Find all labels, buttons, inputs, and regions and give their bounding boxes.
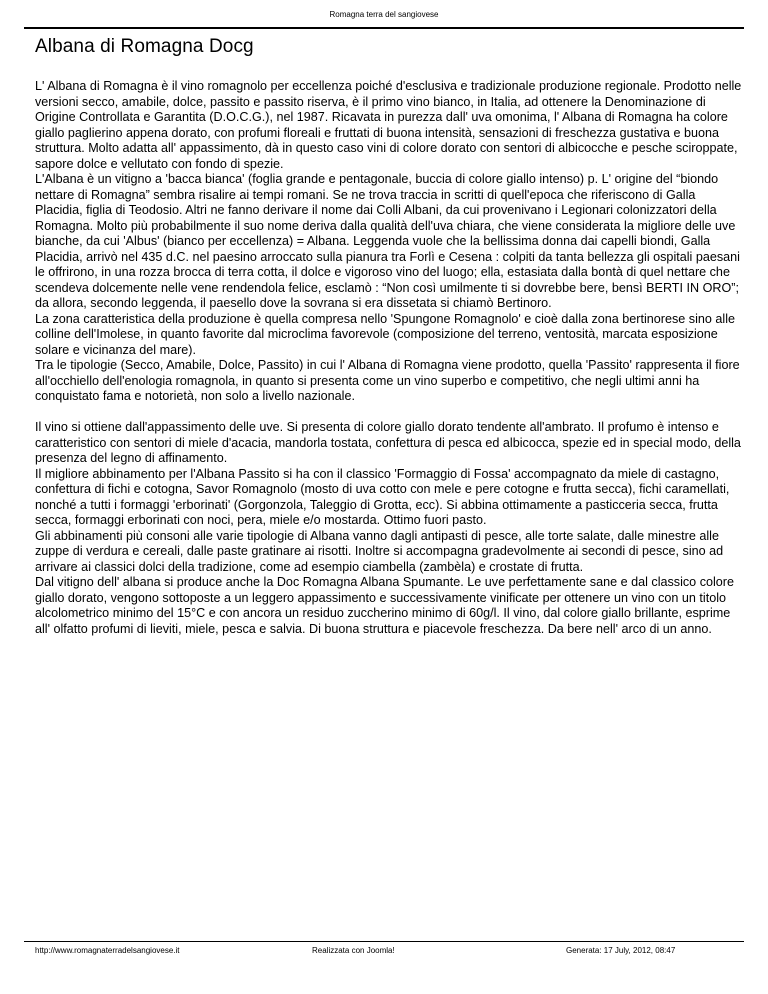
footer-generated-date: Generata: 17 July, 2012, 08:47	[566, 946, 676, 955]
site-header: Romagna terra del sangiovese	[329, 10, 439, 19]
article-paragraph: La zona caratteristica della produzione è quella compresa nello 'Spungone Romagnolo' e cioè dalla zona bertinorese sino alle colline dell'Imolese, in quanto favorite dal microclima favorevole (composizione del terreno, ventosità, marcata esposizione solare e vicinanza del mare).	[35, 311, 736, 357]
article-paragraph: Dal vitigno dell' albana si produce anche la Doc Romagna Albana Spumante. Le uve perfettamente sane e dal classico colore giallo dorato, vengono sottoposte a un leggero appassimento e successivamente vinificate per ottenere un vino con un titolo alcolometrico minimo del 15°C e con ancora un residuo zuccherino minimo di 60g/l. Il vino, dal colore giallo brillante, esprime all' olfatto profumi di lieviti, miele, pesca e salvia. Di buona struttura e piacevole freschezza. Da bere nell' arco di un anno.	[35, 575, 734, 636]
article-paragraph: L' Albana di Romagna è il vino romagnolo per eccellenza poiché d'esclusiva e tradizionale produzione regionale. Prodotto nelle versioni secco, amabile, dolce, passito e passito riserva, è il primo vino bianco, in Italia, ad ottenere la Denominazione di Origine Controllata e Garantita (D.O.C.G.), nel 1987. Ricavata in purezza dall' uva omonima, l' Albana di Romagna ha colore giallo paglierino appena dorato, con profumi floreali e fruttati di buona intensità, sensazioni di freschezza gustativa e buona struttura. Molto adatta all' appassimento, dà in questo caso vini di colore dorato con sentori di albicocche e pesche sciroppate, sapore dolce e vellutato con fondo di spezie.	[35, 79, 742, 171]
article-body	[35, 79, 745, 637]
footer-site-url: http://www.romagnaterradelsangiovese.it	[35, 946, 180, 955]
article-paragraph: Tra le tipologie (Secco, Amabile, Dolce, Passito) in cui l' Albana di Romagna viene prodotto, quella 'Passito' rappresenta il fiore all'occhiello dell'enologia romagnola, in quanto si presenta come un vino superbo e competitivo, che negli ultimi anni ha conquistato fama e notorietà, non solo a livello nazionale.	[35, 358, 740, 403]
article-paragraph: Gli abbinamenti più consoni alle varie tipologie di Albana vanno dagli antipasti di pesce, alle torte salate, dalle minestre alle zuppe di verdura e cereali, dalle paste gratinare ai risotti. Inoltre si accompagna gradevolmente ai secondi di pesce, sino ad arrivare ai classici dolci della tradizione, come ad esempio ciambella (zambèla) e crostate di frutta.	[35, 528, 724, 574]
footer-divider	[24, 941, 744, 942]
article-paragraph: Il vino si ottiene dall'appassimento delle uve. Si presenta di colore giallo dorato tendente all'ambrato. Il profumo è intenso e caratteristico con sentori di miele d'acacia, mandorla tostata, confettura di pesca ed albicocca, spezie ed in special modo, della presenza del legno di affinamento.	[35, 420, 741, 465]
article-paragraph: L'Albana è un vitigno a 'bacca bianca' (foglia grande e pentagonale, buccia di colore giallo intenso) p. L' origine del “biondo nettare di Romagna” sembra risalire ai tempi romani. Se ne trova traccia in scritti di quell'epoca che riferiscono di Galla Placidia, figlia di Teodosio. Altri ne fanno derivare il nome dai Colli Albani, da cui provenivano i Legionari colonizzatori della Romagna. Molto più probabilmente il suo nome deriva dalla qualità dell'uva chiara, che viene considerata la migliore delle uve bianche, da cui 'Albus' (bianco per eccellenza) = Albana. Leggenda vuole che la bellissima donna dai capelli biondi, Galla Placidia, arrivò nel 435 d.C. nel paesino arroccato sulla pianura tra Forlì e Cesena : colpiti da tanta bellezza gli ospitali paesani le offrirono, in una rozza brocca di terra cotta, il dolce e vigoroso vino del luogo; ella, estasiata dalla bontà di quel nettare che scendeva dolcemente nelle vene rendendola felice, esclamò : “Non così umilmente ti si dovrebbe bere, bensì BERTI IN ORO”; da allora, secondo leggenda, il paesello dove la sovrana si era dissetata si chiamò Bertinoro.	[35, 172, 740, 310]
page-title: Albana di Romagna Docg	[35, 36, 254, 57]
footer-credit: Realizzata con Joomla!	[312, 946, 395, 955]
header-divider	[24, 27, 744, 29]
article-paragraph: Il migliore abbinamento per l'Albana Passito si ha con il classico 'Formaggio di Fossa' accompagnato da miele di castagno, confettura di fichi e cotogna, Savor Romagnolo (mosto di uva cotto con mele e pere cotogne e frutta secca), fichi caramellati, nonché a tutti i formaggi 'erborinati' (Gorgonzola, Taleggio di Grotta, ecc). Si abbina ottimamente a pasticceria secca, frutta secca, formaggi erborinati con noci, pera, miele e/o mostarda. Ottimo fuori pasto.	[35, 466, 730, 527]
